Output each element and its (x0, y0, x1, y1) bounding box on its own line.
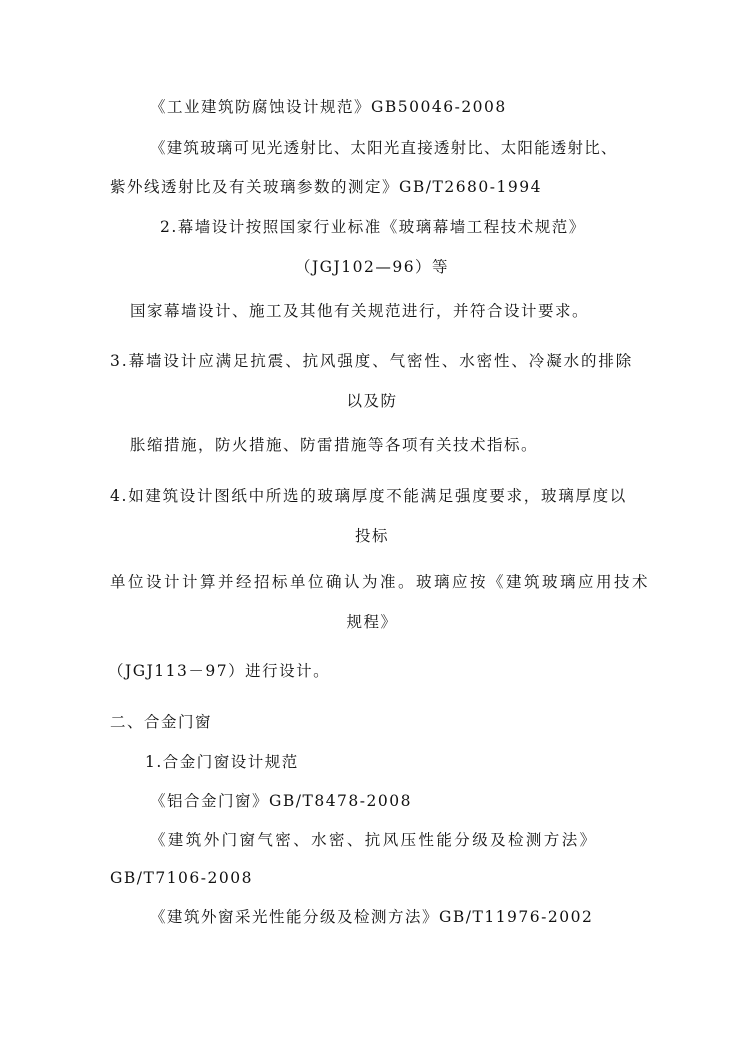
clause-3-line-3: 胀缩措施，防火措施、防雷措施等各项有关技术指标。 (130, 436, 539, 454)
standard-line-aluminum-windows: 《铝合金门窗》GB/T8478-2008 (150, 792, 412, 810)
standard-line-daylighting: 《建筑外窗采光性能分级及检测方法》GB/T11976-2002 (150, 908, 594, 926)
clause-2-line-3: 国家幕墙设计、施工及其他有关规范进行，并符合设计要求。 (130, 302, 590, 320)
clause-2-line-2: （JGJ102—96）等 (294, 258, 450, 276)
clause-2-line-1: 2.幕墙设计按照国家行业标准《玻璃幕墙工程技术规范》 (160, 218, 586, 236)
standard-line-air-water-wind-2: GB/T7106-2008 (110, 869, 253, 887)
standard-line-air-water-wind-1: 《建筑外门窗气密、水密、抗风压性能分级及检测方法》 (150, 831, 598, 849)
clause-4-line-3: 单位设计计算并经招标单位确认为准。玻璃应按《建筑玻璃应用技术 (110, 573, 651, 591)
standard-line-corrosion: 《工业建筑防腐蚀设计规范》GB50046-2008 (150, 98, 507, 116)
clause-4-line-2: 投标 (354, 527, 389, 545)
subsection-alloy-window-standards: 1.合金门窗设计规范 (145, 753, 299, 771)
standard-line-glass-transmittance-2: 紫外线透射比及有关玻璃参数的测定》GB/T2680-1994 (110, 178, 542, 196)
standard-line-glass-transmittance-1: 《建筑玻璃可见光透射比、太阳光直接透射比、太阳能透射比、 (150, 139, 618, 157)
clause-4-line-1: 4.如建筑设计图纸中所选的玻璃厚度不能满足强度要求，玻璃厚度以 (110, 487, 627, 505)
clause-4-line-5: （JGJ113－97）进行设计。 (108, 662, 331, 680)
clause-3-line-2: 以及防 (346, 392, 398, 410)
section-heading-alloy-windows: 二、合金门窗 (110, 713, 213, 731)
clause-4-line-4: 规程》 (346, 613, 398, 631)
clause-3-line-1: 3.幕墙设计应满足抗震、抗风强度、气密性、水密性、冷凝水的排除 (110, 352, 634, 370)
